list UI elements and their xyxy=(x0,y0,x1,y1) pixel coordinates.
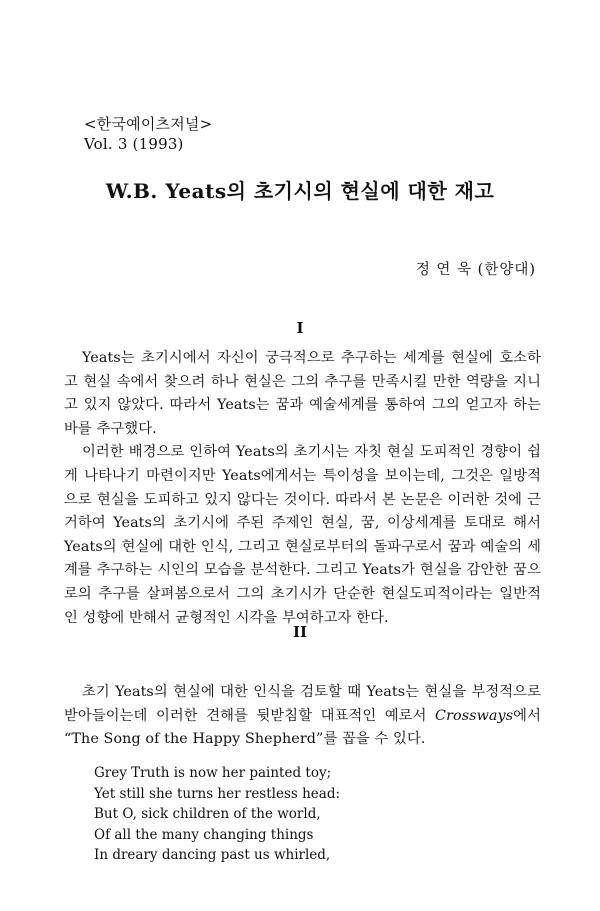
paragraph-text-before: 초기 Yeats의 현실에 대한 인식을 검토할 때 Yeats는 현실을 부정적으로 받아들이는데 이러한 견해를 뒷받침할 대표적인 예로서 xyxy=(64,684,541,724)
journal-name: <한국예이츠저널> xyxy=(84,115,213,133)
poem-quote xyxy=(94,763,340,866)
paragraph: Yeats는 초기시에서 자신이 궁극적으로 추구하는 세계를 현실에 호소하고 현실 속에서 찾으려 하나 현실은 그의 추구를 만족시킬 만한 역량을 지니고 있지 않았다. 따라서 Yeats는 꿈과 예술세계를 통하여 그의 얻고자 하는 바를 추구했다. xyxy=(64,350,541,437)
section-heading-1: I xyxy=(296,319,304,337)
journal-volume: Vol. 3 (1993) xyxy=(84,135,184,153)
section-heading-2: II xyxy=(292,623,308,641)
poem-line: But O, sick children of the world, xyxy=(94,806,321,822)
section-1-body xyxy=(64,347,541,630)
poem-line: Grey Truth is now her painted toy; xyxy=(94,765,332,781)
collection-title: Crossways xyxy=(435,707,514,724)
poem-line: Of all the many changing things xyxy=(94,826,314,843)
paragraph-text-after: 에서 “The Song of the Happy Shepherd”를 꼽을 수 있다. xyxy=(64,707,541,748)
journal-header xyxy=(84,114,212,154)
section-2-body xyxy=(64,681,541,752)
paragraph: 이러한 배경으로 인하여 Yeats의 초기시는 자칫 현실 도피적인 경향이 쉽게 나타나기 마련이지만 Yeats에게서는 특이성을 보이는데, 그것은 일방적으로 현실을 도피하고 있지 않다는 것이다. 따라서 본 논문은 이러한 것에 근거하여 Yeats의 초기시에 주된 주제인 현실, 꿈, 이상세계를 토대로 해서 Yeats의 현실에 대한 인식, 그리고 현실로부터의 돌파구로서 꿈과 예술의 세계를 추구하는 시인의 모습을 분석한다. 그리고 Yeats가 현실을 감안한 꿈으로의 추구를 살펴봄으로서 그의 초기시가 단순한 현실도피적이라는 일반적인 성향에 반해서 균형적인 시각을 부여하고자 한다. xyxy=(64,444,541,626)
paragraph xyxy=(64,681,541,752)
poem-line: In dreary dancing past us whirled, xyxy=(94,847,331,863)
article-author: 정 연 욱 (한양대) xyxy=(415,262,536,278)
article-title: W.B. Yeats의 초기시의 현실에 대한 재고 xyxy=(105,179,495,203)
poem-line: Yet still she turns her restless head: xyxy=(94,785,341,802)
